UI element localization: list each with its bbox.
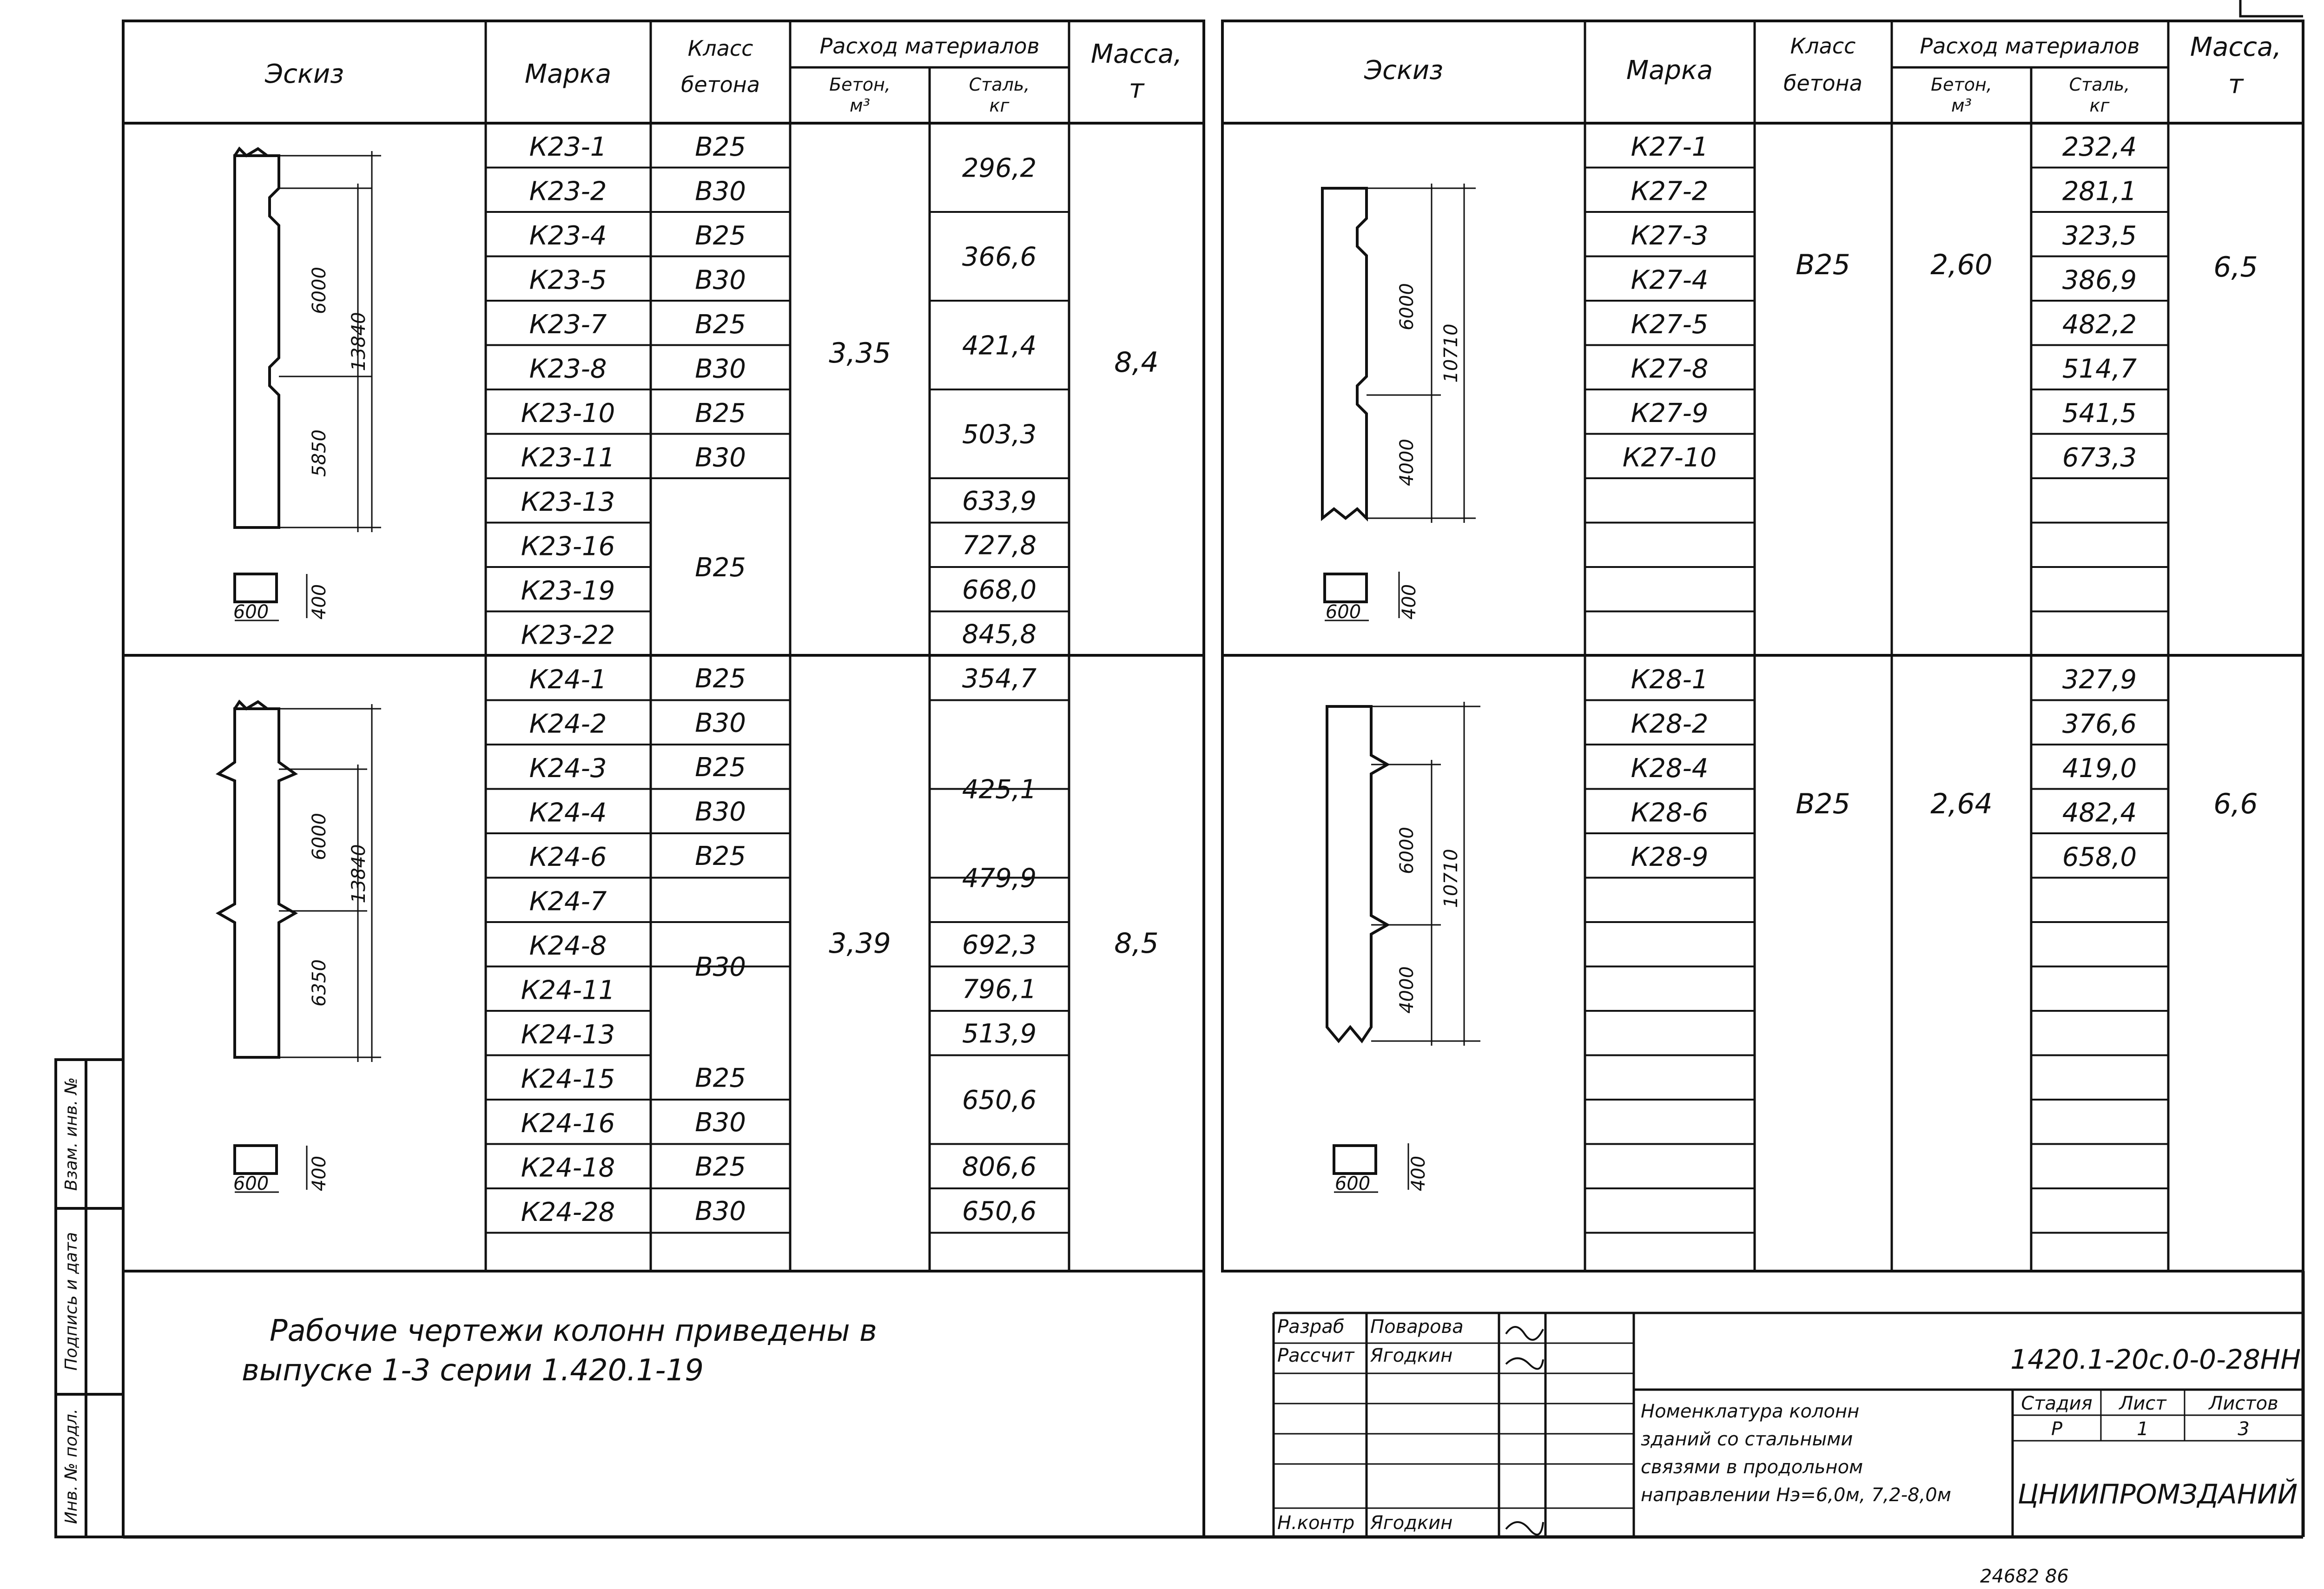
mark-cell: К24-28 <box>521 1197 615 1227</box>
mark-cell: К23-4 <box>529 221 607 251</box>
steel-cell: 421,4 <box>962 330 1037 361</box>
steel-cell: 482,4 <box>2062 798 2137 828</box>
steel-cell: 327,9 <box>2062 665 2137 695</box>
dim-section-height: 400 <box>309 1155 330 1192</box>
tb-role-norm-control: Н.контр <box>1277 1512 1355 1534</box>
tb-title-line-3: связями в продольном <box>1641 1457 1863 1478</box>
header-sketch: Эскиз <box>265 59 344 89</box>
tb-title-line-4: направлении Нэ=6,0м, 7,2-8,0м <box>1641 1484 1951 1506</box>
sketch-dimensions <box>233 267 1462 1194</box>
side-signature-date: Подпись и дата <box>62 1232 81 1371</box>
class-cell: В30 <box>695 354 746 384</box>
concrete-volume: 3,39 <box>829 927 891 960</box>
steel-cell: 419,0 <box>2062 753 2137 784</box>
dim-section-height: 400 <box>309 584 330 620</box>
mark-cell: К28-2 <box>1631 709 1709 739</box>
tb-stage-label: Стадия <box>2021 1393 2093 1414</box>
dim-section-width: 600 <box>233 1173 269 1194</box>
header-mass: Масса, <box>1090 39 1182 69</box>
right-table-frame <box>1222 21 2303 1271</box>
class-cell: В25 <box>695 398 746 429</box>
concrete-volume: 2,64 <box>1930 788 1993 820</box>
mass-value: 8,5 <box>1114 927 1159 960</box>
tb-title-line-1: Номенклатура колонн <box>1641 1401 1860 1422</box>
note-line-1: Рабочие чертежи колонн приведены в <box>270 1314 877 1348</box>
side-inv-original: Инв. № подл. <box>62 1408 81 1524</box>
mark-cell: К27-1 <box>1631 132 1709 162</box>
steel-cell: 727,8 <box>962 530 1037 561</box>
class-cell: В25 <box>695 221 746 251</box>
mark-cell: К24-15 <box>521 1064 615 1094</box>
steel-cell: 673,3 <box>2062 442 2137 473</box>
dim-lower: 6350 <box>309 959 330 1007</box>
left-group-1 <box>521 132 1159 651</box>
class-cell: В30 <box>695 952 746 982</box>
steel-cell: 650,6 <box>962 1196 1037 1226</box>
mark-cell: К23-22 <box>521 620 615 651</box>
class-cell: В25 <box>695 663 746 694</box>
steel-cell: 796,1 <box>962 974 1037 1005</box>
class-cell: В30 <box>695 442 746 473</box>
header-class-2: бетона <box>681 72 760 97</box>
mark-cell: К27-5 <box>1631 310 1709 340</box>
mark-cell: К23-5 <box>529 265 607 296</box>
right-header <box>1364 32 2281 116</box>
tb-sheets-label: Листов <box>2209 1393 2278 1414</box>
side-replace-inv: Взам. инв. № <box>62 1077 81 1191</box>
class-cell: В30 <box>695 1196 746 1226</box>
mark-cell: К23-11 <box>521 442 615 473</box>
mark-cell: К23-16 <box>521 531 615 562</box>
mark-cell: К23-2 <box>529 176 607 207</box>
mark-cell: К24-6 <box>529 842 607 872</box>
steel-cell: 541,5 <box>2062 398 2137 429</box>
mark-cell: К27-10 <box>1622 442 1717 473</box>
mark-cell: К23-1 <box>529 132 607 162</box>
steel-cell: 296,2 <box>962 153 1037 184</box>
steel-cell: 514,7 <box>2062 354 2137 384</box>
tb-document-code: 1420.1-20с.0-0-28НН <box>2010 1344 2301 1375</box>
header-mass-unit: т <box>1129 74 1144 104</box>
mark-cell: К28-6 <box>1631 798 1709 828</box>
class-cell: В25 <box>695 841 746 871</box>
class-cell: В30 <box>695 797 746 827</box>
title-block <box>1277 1316 2301 1535</box>
tb-stage: Р <box>2051 1418 2063 1440</box>
dim-upper: 6000 <box>309 267 330 314</box>
header-steel: Сталь, <box>969 74 1030 95</box>
class-cell: В30 <box>695 1107 746 1138</box>
steel-cell: 281,1 <box>2062 176 2137 207</box>
column-sketch-k24 <box>218 702 381 1192</box>
column-sketches <box>218 149 1480 1192</box>
mark-cell: К23-7 <box>529 310 607 340</box>
right-group-1 <box>1623 132 2258 473</box>
mark-cell: К23-19 <box>521 576 615 606</box>
mark-cell: К24-3 <box>529 753 607 784</box>
dim-upper: 6000 <box>309 813 330 860</box>
header-concrete-right: Бетон, <box>1931 74 1992 95</box>
header-mark-right: Марка <box>1626 55 1713 86</box>
steel-cell: 806,6 <box>962 1152 1037 1182</box>
mark-cell: К27-2 <box>1631 176 1709 207</box>
steel-cell: 232,4 <box>2062 132 2137 162</box>
class-cell: В25 <box>695 553 746 583</box>
dim-section-height: 400 <box>1399 584 1420 620</box>
header-class-1-right: Класс <box>1790 33 1856 59</box>
mark-cell: К24-1 <box>529 665 607 695</box>
dim-upper: 6000 <box>1396 283 1418 330</box>
tb-name-developer: Поварова <box>1370 1316 1464 1338</box>
tb-title-line-2: зданий со стальными <box>1641 1429 1853 1450</box>
mark-cell: К24-2 <box>529 709 607 739</box>
steel-cell: 668,0 <box>962 574 1037 605</box>
class-cell: В25 <box>695 310 746 340</box>
class-cell: В25 <box>695 1063 746 1094</box>
mark-cell: К27-4 <box>1631 265 1709 296</box>
class-cell: В25 <box>695 132 746 162</box>
mark-cell: К24-13 <box>521 1020 615 1050</box>
column-sketch-k28 <box>1327 702 1480 1192</box>
note <box>242 1314 877 1388</box>
tb-sheet-label: Лист <box>2119 1393 2166 1414</box>
concrete-class: В25 <box>1796 249 1850 281</box>
note-line-2: выпуске 1-3 серии 1.420.1-19 <box>242 1353 704 1388</box>
bottom-archive-number: 24682 86 <box>1980 1566 2069 1587</box>
side-strip-labels <box>62 1077 81 1524</box>
mark-cell: К24-16 <box>521 1108 615 1139</box>
dim-section-width: 600 <box>233 601 269 623</box>
mark-cell: К24-8 <box>529 931 607 961</box>
dim-lower: 5850 <box>309 429 330 477</box>
right-group-2 <box>1631 665 2258 872</box>
steel-cell: 354,7 <box>962 663 1037 694</box>
mass-value: 6,5 <box>2213 251 2258 284</box>
mark-cell: К28-9 <box>1631 842 1709 872</box>
tb-organization: ЦНИИПРОМЗДАНИЙ <box>2017 1478 2298 1510</box>
steel-cell: 845,8 <box>962 619 1037 650</box>
header-mark: Марка <box>524 59 612 89</box>
header-sketch-right: Эскиз <box>1364 55 1443 86</box>
dim-total: 10710 <box>1440 849 1462 908</box>
dim-section-width: 600 <box>1334 1173 1371 1194</box>
mark-cell: К23-10 <box>521 398 615 429</box>
steel-cell: 658,0 <box>2062 842 2137 872</box>
steel-cell: 503,3 <box>962 419 1037 450</box>
steel-cell: 425,1 <box>962 774 1037 805</box>
tb-role-developer: Разраб <box>1277 1316 1345 1338</box>
tb-name-norm-control: Ягодкин <box>1370 1512 1453 1534</box>
steel-cell: 513,9 <box>962 1018 1037 1049</box>
dim-total: 13840 <box>348 312 370 371</box>
mark-cell: К24-18 <box>521 1153 615 1183</box>
header-consumption-right: Расход материалов <box>1920 33 2140 59</box>
mark-cell: К24-11 <box>521 975 615 1006</box>
steel-cell: 366,6 <box>962 242 1037 272</box>
header-mass-unit-right: т <box>2228 69 2244 99</box>
header-class-1: Класс <box>687 36 753 61</box>
dim-total: 13840 <box>348 844 370 903</box>
steel-cell: 376,6 <box>2062 709 2137 739</box>
header-concrete: Бетон, <box>829 74 891 95</box>
column-sketch-k23 <box>235 149 381 620</box>
steel-cell: 650,6 <box>962 1085 1037 1115</box>
mark-cell: К28-4 <box>1631 753 1709 784</box>
mark-cell: К23-8 <box>529 354 607 384</box>
steel-cell: 323,5 <box>2062 221 2137 251</box>
header-consumption: Расход материалов <box>819 33 1040 59</box>
header-steel-unit: кг <box>989 95 1010 116</box>
column-sketch-k27 <box>1322 184 1476 620</box>
header-mass-right: Масса, <box>2190 32 2282 62</box>
tb-sheets-total: 3 <box>2238 1418 2250 1440</box>
left-header <box>264 33 1182 116</box>
concrete-class: В25 <box>1796 788 1850 820</box>
steel-cell: 692,3 <box>962 930 1037 960</box>
mass-value: 6,6 <box>2213 788 2258 820</box>
mark-cell: К27-3 <box>1631 221 1709 251</box>
mark-cell: К23-13 <box>521 487 615 517</box>
left-group-2 <box>521 664 1159 1227</box>
mark-cell: К24-4 <box>529 798 607 828</box>
header-class-2-right: бетона <box>1783 71 1862 96</box>
class-cell: В30 <box>695 708 746 738</box>
tb-role-calculated: Рассчит <box>1277 1345 1354 1366</box>
mark-cell: К24-7 <box>529 886 607 917</box>
steel-cell: 479,9 <box>962 863 1037 894</box>
dim-lower: 4000 <box>1396 439 1418 486</box>
header-concrete-unit: м³ <box>850 95 870 116</box>
concrete-volume: 2,60 <box>1930 249 1993 281</box>
steel-cell: 633,9 <box>962 486 1037 516</box>
dim-lower: 4000 <box>1396 966 1418 1014</box>
mark-cell: К28-1 <box>1631 665 1709 695</box>
dim-upper: 6000 <box>1396 827 1418 874</box>
class-cell: В30 <box>695 265 746 296</box>
concrete-volume: 3,35 <box>829 337 891 369</box>
class-cell: В30 <box>695 176 746 207</box>
class-cell: В25 <box>695 752 746 783</box>
mark-cell: К27-8 <box>1631 354 1709 384</box>
steel-cell: 386,9 <box>2062 265 2137 296</box>
dim-section-height: 400 <box>1408 1155 1429 1192</box>
dim-section-width: 600 <box>1325 601 1361 623</box>
header-concrete-unit-right: м³ <box>1951 95 1972 116</box>
header-steel-right: Сталь, <box>2069 74 2130 95</box>
mark-cell: К27-9 <box>1631 398 1709 429</box>
corner-mark <box>2240 0 2303 16</box>
header-steel-unit-right: кг <box>2089 95 2110 116</box>
dim-total: 10710 <box>1440 323 1462 383</box>
tb-name-calculated: Ягодкин <box>1370 1345 1453 1366</box>
steel-cell: 482,2 <box>2062 310 2137 340</box>
tb-sheet-number: 1 <box>2137 1418 2149 1440</box>
signature-marks <box>1506 1327 1543 1535</box>
mass-value: 8,4 <box>1114 346 1159 379</box>
class-cell: В25 <box>695 1152 746 1182</box>
